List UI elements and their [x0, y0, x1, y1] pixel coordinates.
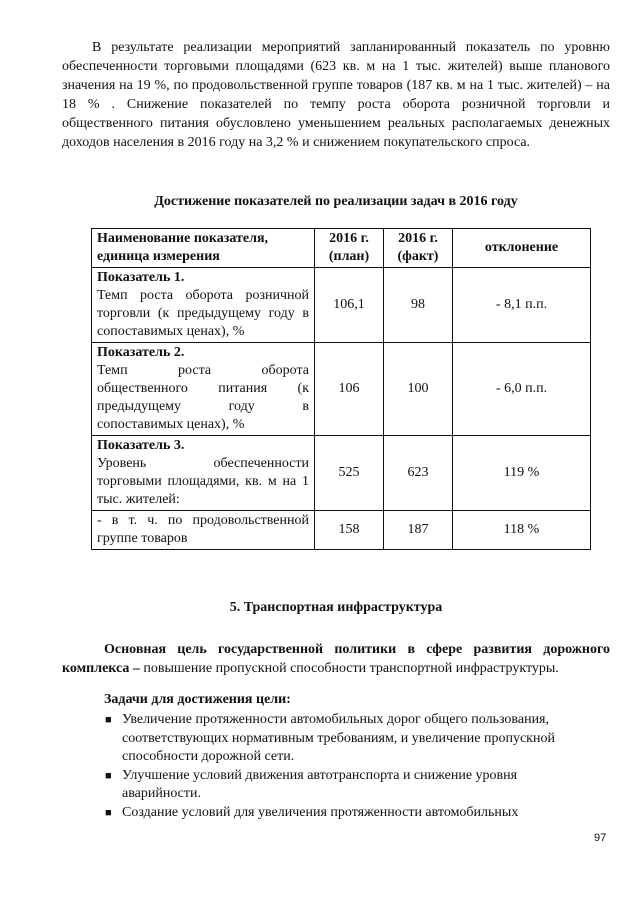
table-header-row: [92, 229, 591, 268]
fact-value: 623: [384, 436, 453, 511]
bullet-icon: ■: [105, 714, 112, 726]
plan-value: 106,1: [315, 268, 384, 343]
indicators-table: [91, 228, 591, 550]
indicator-description: Темп роста оборота общественного питания (к предыдущему году в сопоставимых ценах), %: [97, 363, 309, 432]
header-fact: 2016 г. (факт): [384, 229, 453, 268]
indicator-name: Показатель 3.: [97, 438, 185, 453]
indicator-description: Темп роста оборота розничной торговли (к предыдущему году в сопоставимых ценах), %: [97, 288, 309, 339]
goal-bold-text: Основная цель государственной политики в сфере развития дорожного комплекса –: [62, 642, 610, 676]
plan-value: 158: [315, 511, 384, 550]
list-item: [102, 767, 592, 804]
tasks-list: [102, 711, 592, 822]
row-name-cell: [92, 343, 315, 436]
task-text: Увеличение протяженности автомобильных дорог общего пользования, соответствующих нормативным требованиям, и увеличение пропускной способности дорожной сети.: [122, 712, 555, 764]
bullet-icon: ■: [105, 806, 112, 819]
header-name: Наименование показателя, единица измерения: [92, 229, 315, 268]
page-number: 97: [594, 832, 607, 844]
row-name-cell: [92, 436, 315, 511]
goal-paragraph: [62, 640, 610, 678]
table-row: [92, 436, 591, 511]
plan-value: 106: [315, 343, 384, 436]
deviation-value: 119 %: [453, 436, 591, 511]
intro-paragraph: В результате реализации мероприятий запланированный показатель по уровню обеспеченности торговыми площадями (623 кв. м на 1 тыс. жителей) выше планового значения на 19 %, по продовольственной группе товаров (187 кв. м на 1 тыс. жителей) – на 18 % . Снижение показателей по темпу роста оборота розничной торговли и общественного питания обусловлено уменьшением реальных располагаемых денежных доходов населения в 2016 году на 3,2 % и снижением покупательского спроса.: [62, 40, 610, 150]
task-text: Создание условий для увеличения протяженности автомобильных: [122, 804, 519, 820]
header-deviation: отклонение: [453, 229, 591, 268]
table-title: Достижение показателей по реализации задач в 2016 году: [154, 194, 518, 209]
section-title: 5. Транспортная инфраструктура: [229, 600, 443, 615]
fact-value: 187: [384, 511, 453, 550]
fact-value: 98: [384, 268, 453, 343]
row-name-cell: [92, 268, 315, 343]
indicator-name: Показатель 2.: [97, 345, 185, 360]
deviation-value: 118 %: [453, 511, 591, 550]
list-item: [102, 711, 592, 767]
tasks-title: Задачи для достижения цели:: [104, 692, 291, 707]
fact-value: 100: [384, 343, 453, 436]
goal-text: повышение пропускной способности транспортной инфраструктуры.: [139, 661, 559, 676]
indicator-name: Показатель 1.: [97, 270, 185, 285]
indicator-description: Уровень обеспеченности торговыми площадями, кв. м на 1 тыс. жителей:: [97, 456, 309, 507]
bullet-icon: ■: [105, 769, 112, 782]
deviation-value: - 8,1 п.п.: [453, 268, 591, 343]
list-item: [102, 804, 592, 823]
task-text: Улучшение условий движения автотранспорта и снижение уровня аварийности.: [122, 767, 518, 801]
table-row: [92, 268, 591, 343]
row-name-cell: [92, 511, 315, 550]
table-row: [92, 511, 591, 550]
deviation-value: - 6,0 п.п.: [453, 343, 591, 436]
plan-value: 525: [315, 436, 384, 511]
indicator-description: - в т. ч. по продовольственной группе товаров: [97, 513, 309, 546]
table-row: [92, 343, 591, 436]
header-plan: 2016 г. (план): [315, 229, 384, 268]
